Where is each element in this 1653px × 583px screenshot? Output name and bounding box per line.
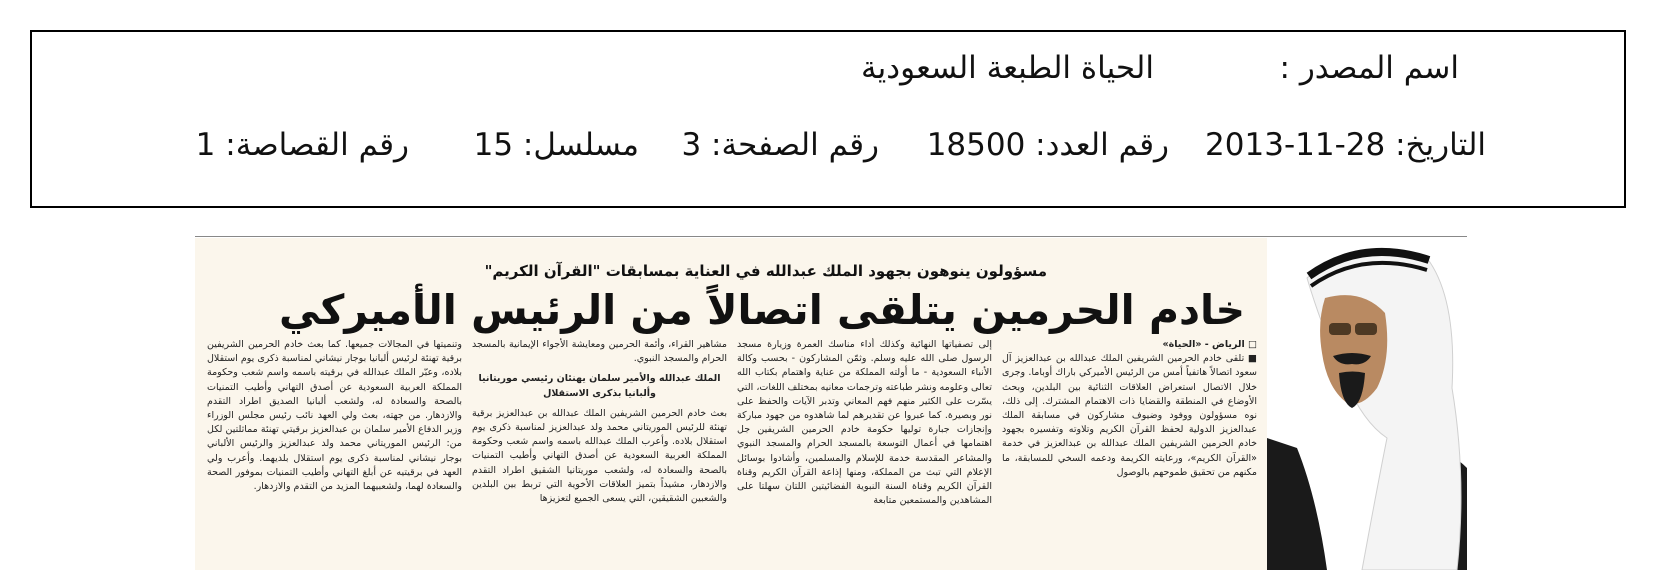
article-column-4 — [207, 338, 462, 564]
date-field: التاريخ: 28-11-2013 — [1205, 127, 1486, 163]
column-3-text-a: مشاهير القراء، وأئمة الحرمين ومعايشة الأجواء الإيمانية بالمسجد الحرام والمسجد النبوي. — [472, 339, 727, 365]
column-4-text: وتنميتها في المجالات جميعها. كما بعث خادم الحرمين الشريفين برقية تهنئة لرئيس ألبانيا بوجار نيشاني لمناسبة ذكرى يوم استقلال بلاده، وعبّر الملك عبدالله في برقيته باسمه واسم شعب وحكومة المملكة العربية السعودية عن أصدق التهاني وأطيب التمنيات بالصحة والسعادة له، ولشعب ألبانيا الصديق اطراد التقدم والازدهار. من جهته، بعث ولي العهد نائب رئيس مجلس الوزراء وزير الدفاع الأمير سلمان بن عبدالعزيز برقيتي تهنئة مماثلتين لكل من: الرئيس الموريتاني محمد ولد عبدالعزيز والرئيس الألباني بوجار نيشاني لمناسبة ذكرى يوم استقلال بلديهما. وأعرب ولي العهد في برقيتيه عن أبلغ التهاني وأطيب التمنيات بموفور الصحة والسعادة لهما، ولشعبيهما المزيد من التقدم والازدهار. — [207, 339, 462, 493]
column-3-text-b: بعث خادم الحرمين الشريفين الملك عبدالله بن عبدالعزيز برقية تهنئة للرئيس الموريتاني محمد ولد عبدالعزيز لمناسبة ذكرى يوم استقلال بلاده. وأعرب الملك عبدالله باسمه واسم شعب وحكومة المملكة العربية السعودية عن أصدق التهاني وأطيب التمنيات بالصحة والسعادة له، ولشعب موريتانيا الشقيق اطراد التقدم والازدهار، مشيداً بتميز العلاقات الأخوية التي تربط بين البلدين والشعبين الشقيقين، التي يسعى الجميع لتعزيزها — [472, 407, 727, 505]
page-field: رقم الصفحة: 3 — [681, 127, 879, 163]
column-1-text: ■ تلقى خادم الحرمين الشريفين الملك عبدالله بن عبدالعزيز آل سعود اتصالاً هاتفياً أمس من الرئيس الأميركي باراك أوباما. وجرى خلال الاتصال استعراض العلاقات الثنائية بين البلدين، وبحث الأوضاع في المنطقة والقضايا ذات الاهتمام المشترك. إلى ذلك، نوه مسؤولون ووفود وضيوف مشاركون في مسابقة الملك عبدالعزيز الدولية لحفظ القرآن الكريم وتلاوته وتفسيره بجهود خادم الحرمين الشريفين الملك عبدالله بن عبدالعزيز في خدمة «القرآن الكريم»، ورعايته الكريمة ودعمه السخي للمسابقة، ما مكنهم من تحقيق طموحهم بالوصول — [1002, 353, 1257, 478]
column-2-text: إلى تصفياتها النهائية وكذلك أداء مناسك العمرة وزيارة مسجد الرسول صلى الله عليه وسلم. وثمّن المشاركون - بحسب وكالة الأنباء السعودية - ما أولته المملكة من عناية واهتمام بكتاب الله تعالى وعلومه ونشر طباعته وترجمات معانيه بمختلف اللغات، التي يسّرت على الكثير منهم فهم المعاني وتدبر الآيات والحفظ على نور وبصيرة. كما عبروا عن تقديرهم لما شاهدوه من جهود مباركة وإنجازات جبارة توليها حكومة خادم الحرمين الشريفين جل اهتمامها في أعمال التوسعة بالمسجد الحرام والمسجد النبوي والمشاعر المقدسة خدمة للإسلام والمسلمين، وأشادوا بوسائل الإعلام التي تبث من المملكة، ومنها إذاعة القرآن الكريم وقناة القرآن الكريم وقناة السنة النبوية الفضائيتين اللتان سهلتا على المشاهدين والمستمعين متابعة — [737, 339, 992, 507]
issue-field: رقم العدد: 18500 — [926, 127, 1169, 163]
subheading: الملك عبدالله والأمير سلمان يهنئان رئيسي موريتانيا وألبانيا بذكرى الاستقلال — [478, 373, 721, 399]
article-kicker: مسؤولون ينوهون بجهود الملك عبدالله في العناية بمسابقات "القرآن الكريم" — [484, 262, 1047, 280]
article-column-2 — [737, 338, 992, 564]
dateline: □ الرياض - «الحياة» — [1162, 339, 1257, 350]
serial-field: مسلسل: 15 — [473, 127, 639, 163]
source-value: الحياة الطبعة السعودية — [861, 50, 1154, 86]
article-columns — [207, 338, 1257, 564]
newspaper-clipping — [195, 238, 1467, 570]
article-headline: خادم الحرمين يتلقى اتصالاً من الرئيس الأميركي — [279, 286, 1245, 334]
source-label: اسم المصدر : — [1279, 50, 1459, 86]
king-portrait-photo — [1267, 238, 1467, 570]
metadata-box — [30, 30, 1626, 208]
clip-border — [195, 236, 1467, 237]
clip-number-field: رقم القصاصة: 1 — [195, 127, 409, 163]
portrait-illustration — [1267, 238, 1467, 570]
article-column-3 — [472, 338, 727, 564]
article-column-1 — [1002, 338, 1257, 564]
